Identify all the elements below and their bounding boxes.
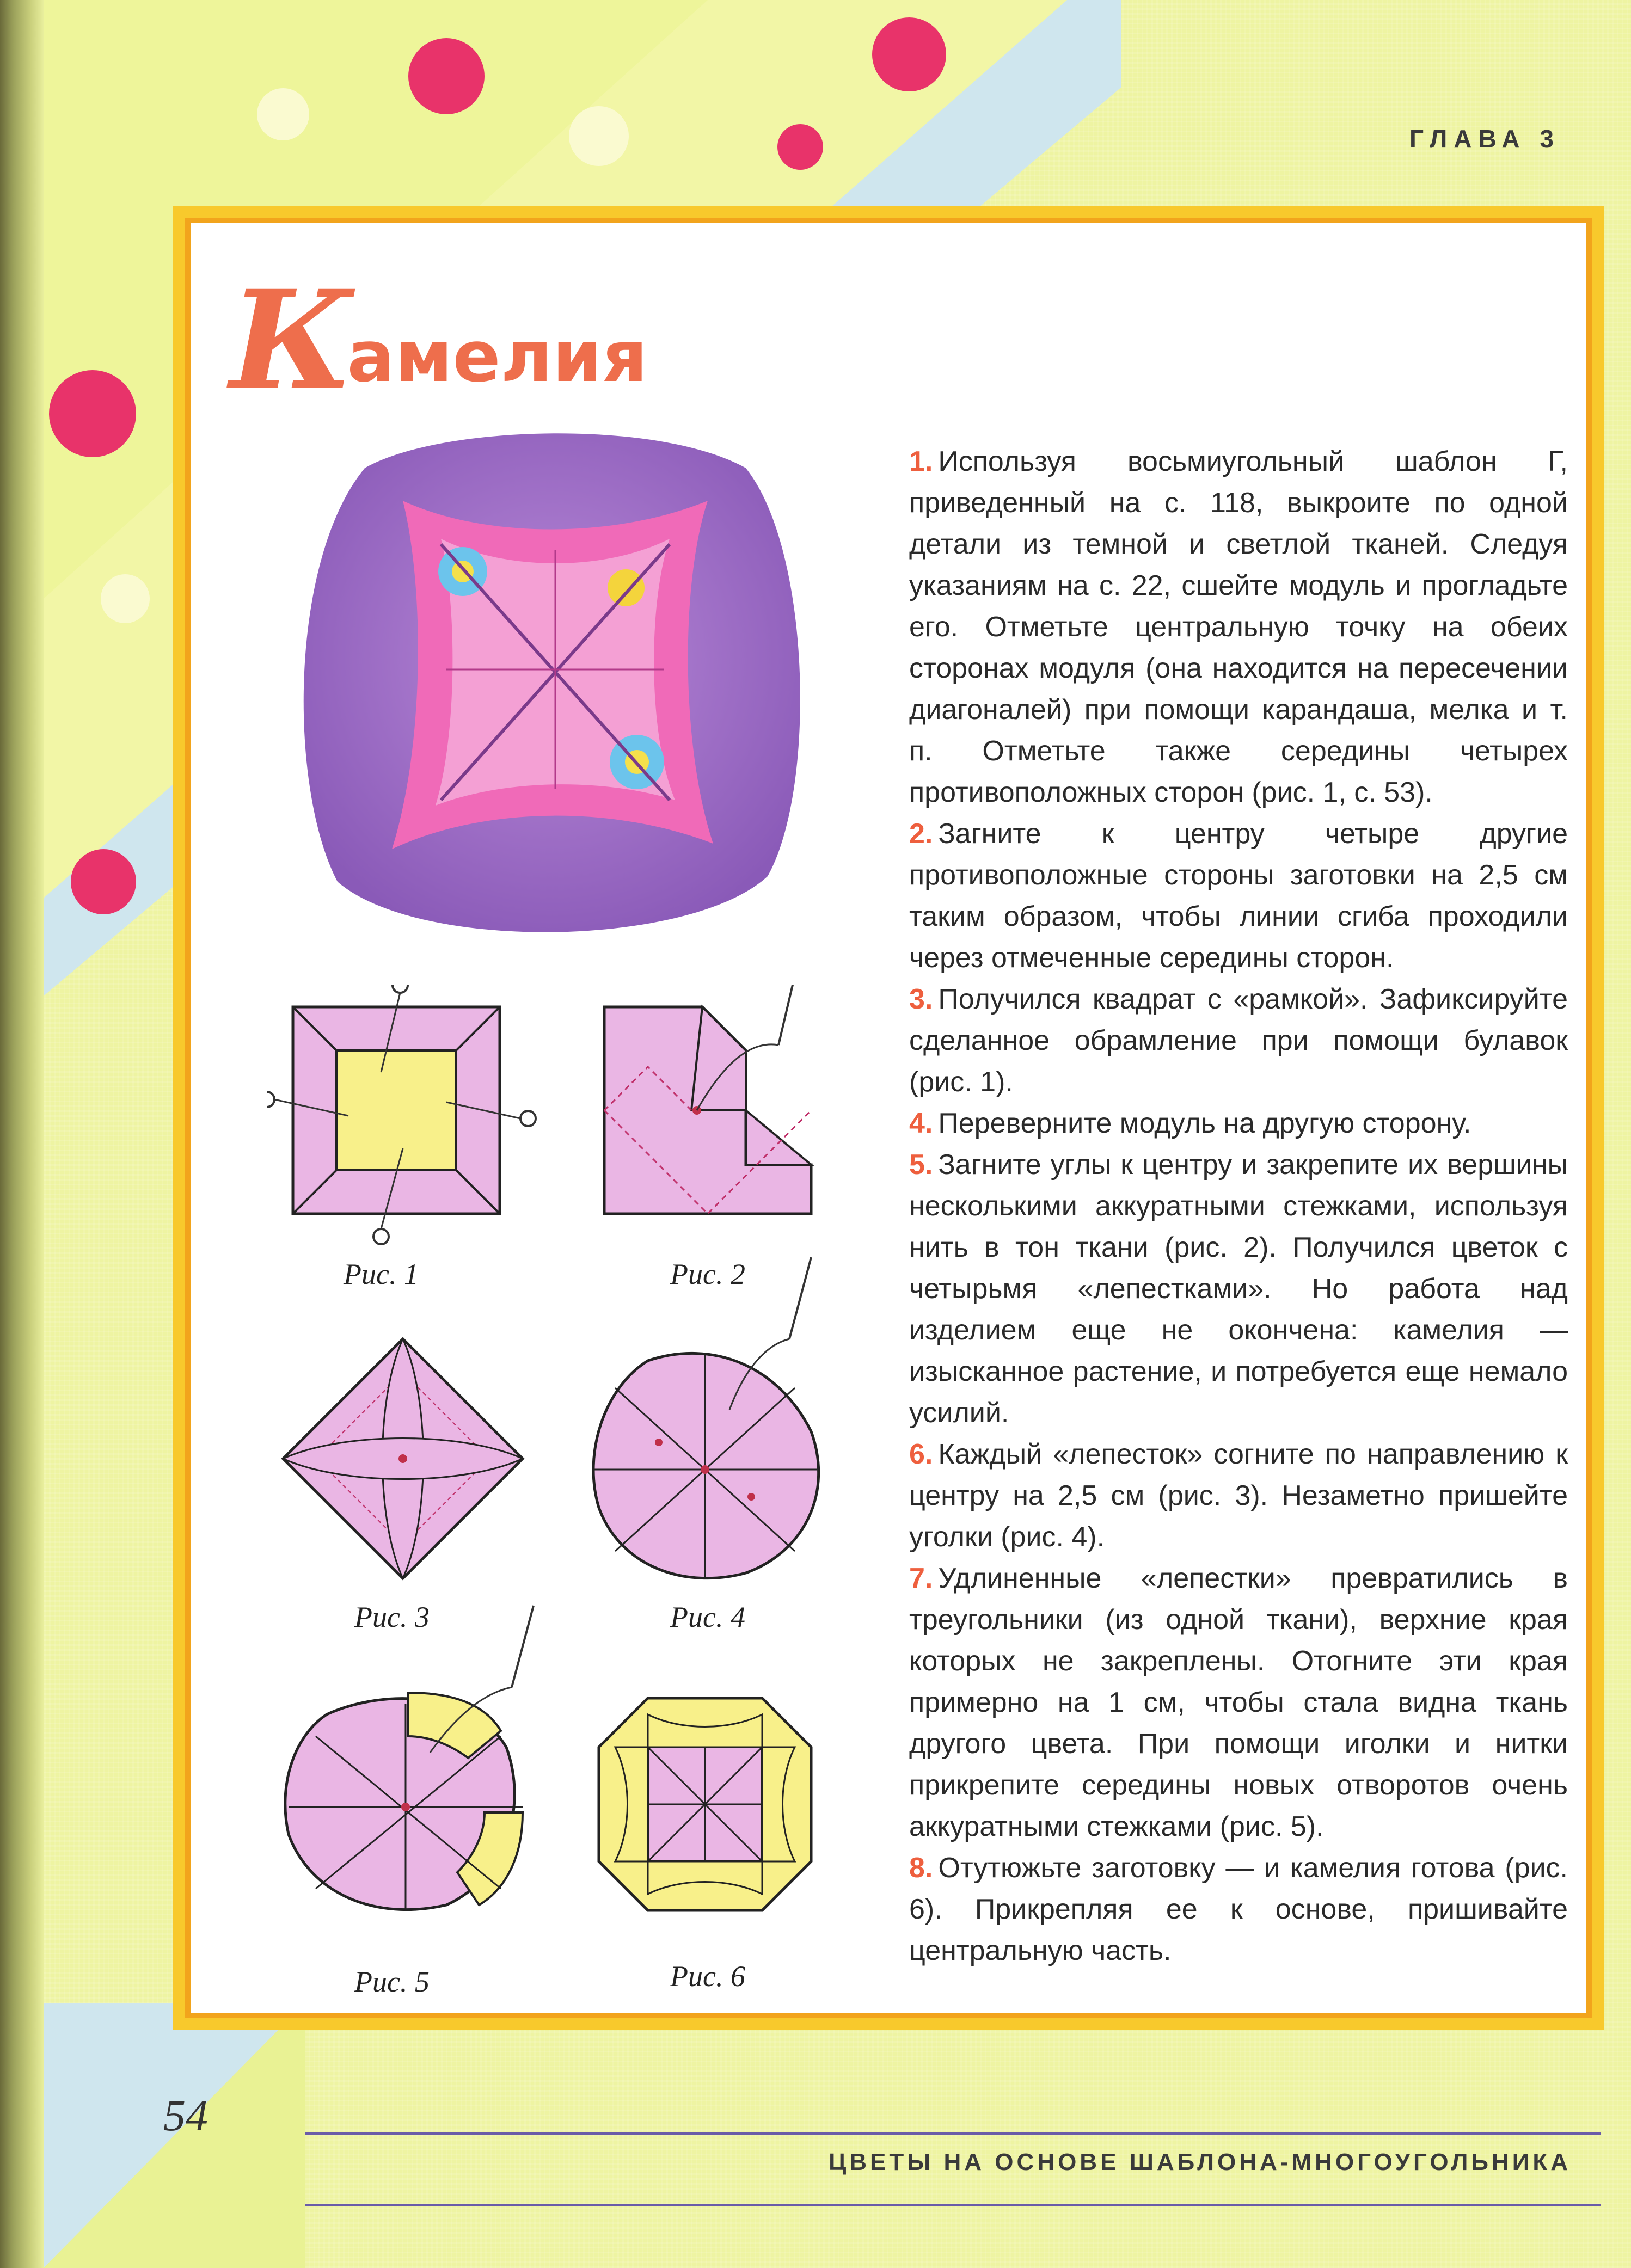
step-text: Загните углы к центру и закрепите их вершины несколькими аккуратными стежками, используя нить в тон ткани (рис. 2). Получился цветок с четырьмя «лепестками». Но работа над изделием еще не окончена: камелия — изысканное растение, и потребуется еще немало усилий.: [909, 1149, 1568, 1429]
figure-5-caption: Рис. 5: [354, 1965, 430, 1998]
figure-2-caption: Рис. 2: [670, 1258, 745, 1290]
figure-5-diagram: [285, 1606, 534, 1910]
step-4: [909, 1103, 1568, 1144]
step-7: [909, 1558, 1568, 1847]
step-3: [909, 979, 1568, 1103]
footer-rule-top: [305, 2132, 1601, 2135]
step-text: Загните к центру четыре другие противоположные стороны заготовки на 2,5 см таким образом, чтобы линии сгиба проходили через отмеченные середины сторон.: [909, 818, 1568, 974]
step-text: Переверните модуль на другую сторону.: [938, 1108, 1471, 1139]
step-text: Каждый «лепесток» согните по направлению к центру на 2,5 см (рис. 3). Незаметно пришейте уголки (рис. 4).: [909, 1439, 1568, 1553]
figure-3-diagram: [283, 1339, 523, 1578]
figure-6-caption: Рис. 6: [670, 1960, 745, 1993]
title-rest: амелия: [347, 315, 648, 398]
step-number: 3.: [909, 984, 933, 1015]
step-number: 2.: [909, 818, 933, 850]
instructions-list: [909, 441, 1568, 1971]
step-number: 5.: [909, 1149, 933, 1181]
step-number: 7.: [909, 1563, 933, 1594]
step-5: [909, 1144, 1568, 1434]
content-area: [201, 234, 1575, 2002]
footer-section-title: ЦВЕТЫ НА ОСНОВЕ ШАБЛОНА-МНОГОУГОЛЬНИКА: [829, 2149, 1571, 2175]
step-6: [909, 1434, 1568, 1558]
figure-1-caption: Рис. 1: [344, 1258, 419, 1290]
step-text: Отутюжьте заготовку — и камелия готова (рис. 6). Прикрепляя ее к основе, пришивайте центральную часть.: [909, 1852, 1568, 1966]
figure-2-diagram: [604, 985, 811, 1214]
step-1: [909, 441, 1568, 813]
step-text: Удлиненные «лепестки» превратились в треугольники (из одной ткани), верхние края которых не закреплены. Отогните эти края примерно на 1 см, чтобы стала видна ткань другого цвета. При помощи иголки и нитки прикрепите середины новых отворотов очень аккуратными стежками (рис. 5).: [909, 1563, 1568, 1842]
camellia-photo: [278, 408, 822, 963]
content-frame: [173, 206, 1604, 2030]
page-number: 54: [163, 2091, 208, 2140]
figure-1-diagram: [267, 985, 536, 1244]
step-text: Используя восьмиугольный шаблон Г, приведенный на с. 118, выкроите по одной детали из темной и светлой тканей. Следуя указаниям на с. 22, сшейте модуль и прогладьте его. Отметьте центральную точку на обеих сторонах модуля (она находится на пересечении диагоналей) при помощи карандаша, мелка и т. п. Отметьте также середины четырех противоположных сторон (рис. 1, с. 53).: [909, 446, 1568, 808]
figure-6-diagram: [599, 1698, 811, 1910]
step-number: 6.: [909, 1439, 933, 1470]
page-title: [230, 260, 648, 420]
step-number: 4.: [909, 1108, 933, 1139]
step-8: [909, 1847, 1568, 1971]
figure-4-diagram: [593, 1257, 819, 1578]
step-number: 8.: [909, 1852, 933, 1884]
step-number: 1.: [909, 446, 933, 477]
title-initial: К: [230, 260, 354, 420]
instruction-diagrams: [267, 985, 866, 1976]
figure-3-caption: Рис. 3: [354, 1601, 430, 1633]
footer-rule-bottom: [305, 2204, 1601, 2206]
step-2: [909, 813, 1568, 979]
step-text: Получился квадрат с «рамкой». Зафиксируйте сделанное обрамление при помощи булавок (рис. 1).: [909, 984, 1568, 1098]
chapter-label: ГЛАВА 3: [1409, 125, 1560, 153]
figure-4-caption: Рис. 4: [670, 1601, 745, 1633]
